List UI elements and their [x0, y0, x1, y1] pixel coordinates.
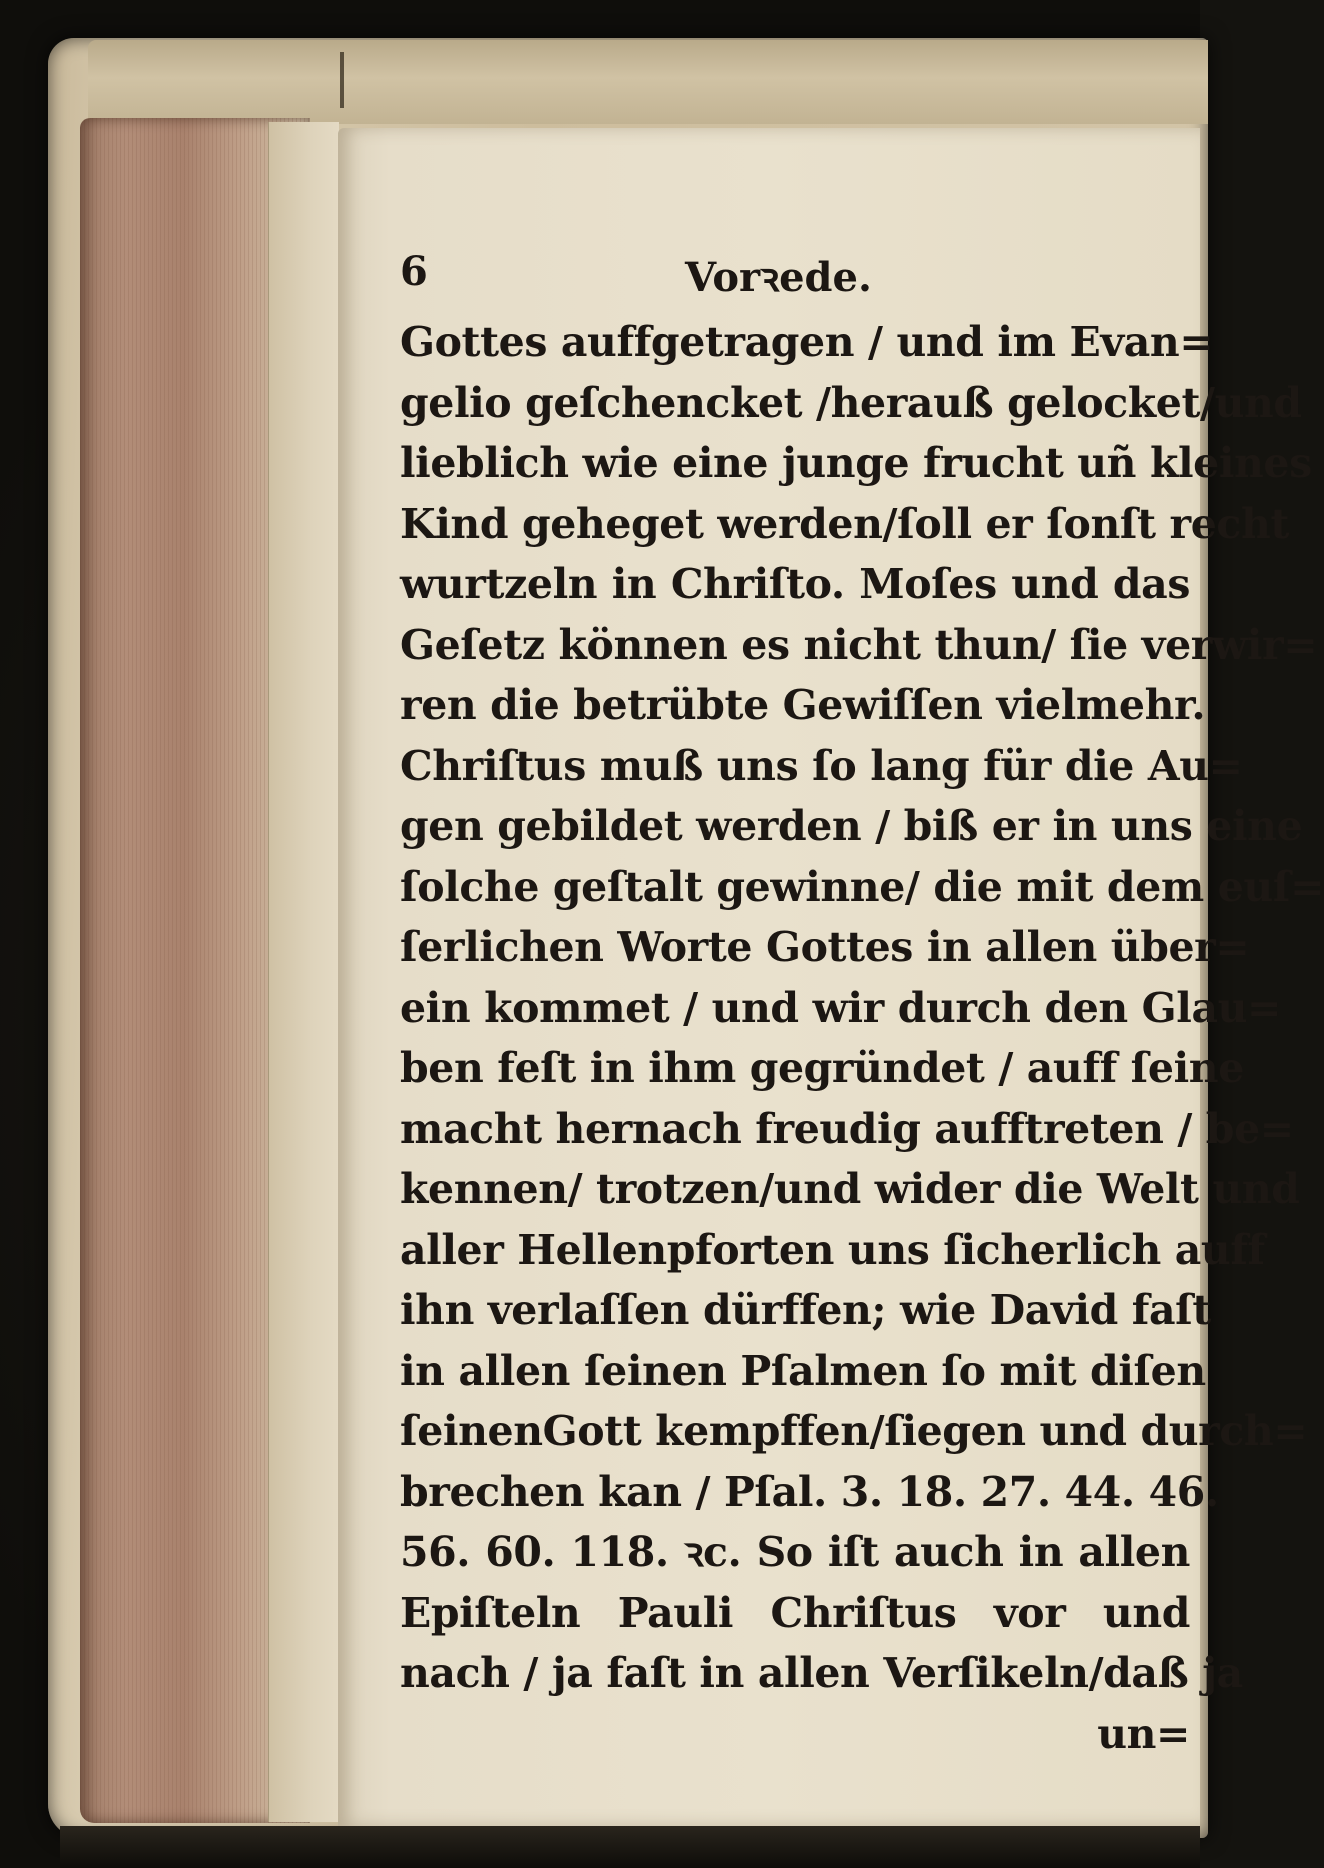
text-line: ben feſt in ihm gegründet / auff ſeine	[400, 1044, 1244, 1092]
body-text	[400, 312, 1324, 1764]
text-line: ein kommet / und wir durch den Glau=	[400, 983, 1281, 1032]
catchword: un=	[1097, 1709, 1190, 1758]
text-line: Epiſteln Pauli Chriſtus vor und	[400, 1588, 1190, 1637]
text-line: Kind geheget werden/ſoll er ſonſt recht	[400, 499, 1289, 548]
text-line: macht hernach freudig aufftreten / be=	[400, 1104, 1294, 1153]
text-line: in allen ſeinen Pſalmen ſo mit diſen	[400, 1346, 1206, 1395]
text-line: gelio geſchencket /herauß gelocket/und	[400, 378, 1302, 427]
page-number: 6	[400, 248, 428, 295]
text-line: aller Hellenpforten uns ſicherlich auff	[400, 1225, 1265, 1274]
text-line: Chriſtus muß uns ſo lang für die Au=	[400, 741, 1243, 790]
text-line: ihn verlaſſen dürffen; wie David faſt	[400, 1286, 1211, 1334]
text-line: ſolche geſtalt gewinne/ die mit dem euſ=	[400, 862, 1324, 911]
text-line: ren die betrübte Gewiſſen vielmehr.	[400, 681, 1206, 729]
text-line: Gottes auffgetragen / und im Evan=	[400, 318, 1214, 366]
text-line: 56. 60. 118. ꝛc. So iſt auch in allen	[400, 1528, 1190, 1576]
text-line: brechen kan / Pſal. 3. 18. 27. 44. 46.	[400, 1467, 1219, 1516]
binding-mark	[340, 52, 344, 108]
binding-top-edge	[88, 40, 1208, 124]
running-head: Vorꝛede.	[685, 254, 872, 301]
text-line: ſerlichen Worte Gottes in allen über=	[400, 923, 1250, 971]
text-line: Geſetz können es nicht thun/ ſie verwir=	[400, 620, 1318, 669]
text-line: ſeinenGott kempffen/ſiegen und durch=	[400, 1407, 1308, 1455]
text-line: kennen/ trotzen/und wider die Welt und	[400, 1165, 1300, 1213]
text-line: lieblich wie eine junge frucht uñ kleines	[400, 439, 1312, 487]
text-line: wurtzeln in Chriſto. Moſes und das	[400, 560, 1190, 608]
page-header	[400, 248, 1180, 304]
text-line: nach / ja faſt in allen Verſikeln/daß ja	[400, 1649, 1243, 1697]
text-line: gen gebildet werden / biß er in uns eine	[400, 802, 1303, 850]
page-stack	[268, 122, 339, 1822]
background-shadow	[60, 1826, 1200, 1868]
